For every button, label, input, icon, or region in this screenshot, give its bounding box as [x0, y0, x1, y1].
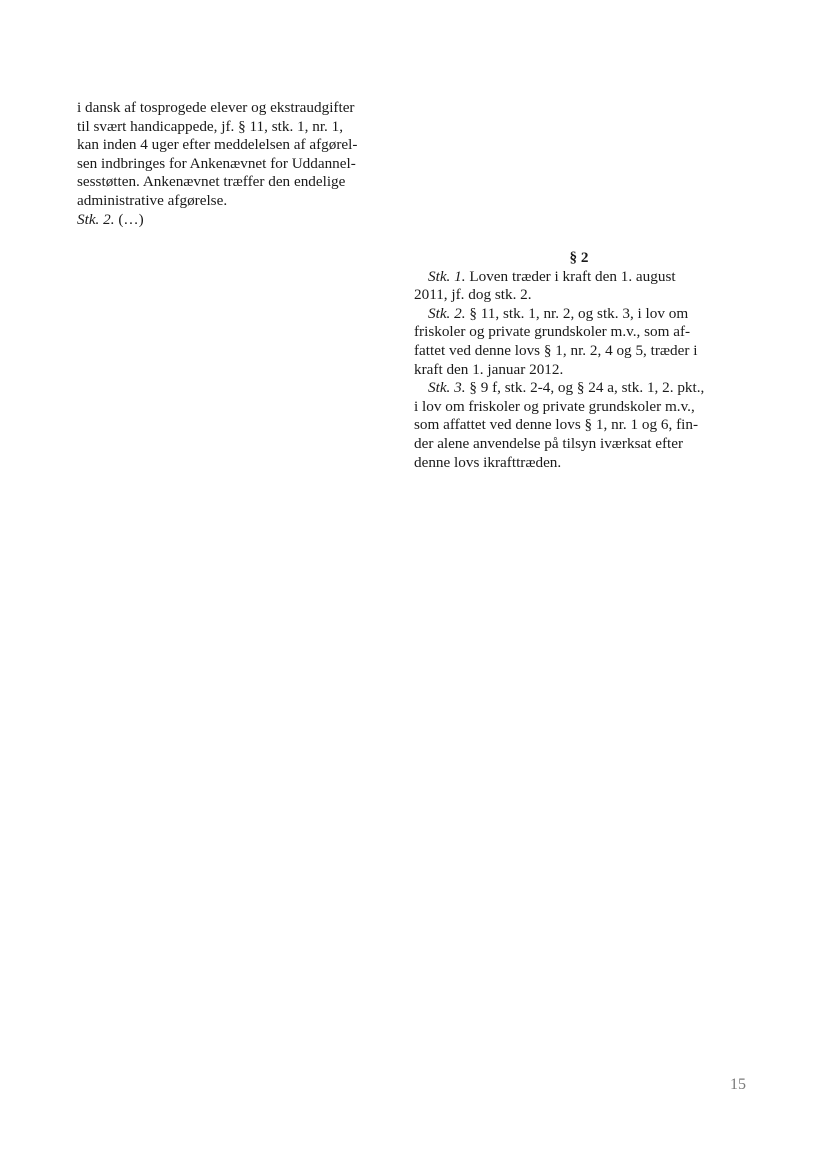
text-line: 2011, jf. dog stk. 2. — [414, 286, 532, 304]
stk-label: Stk. 2. — [77, 210, 115, 228]
text-line: i lov om friskoler og private grundskoler m.v., — [414, 397, 695, 415]
stk-text: § 11, stk. 1, nr. 2, og stk. 3, i lov om — [469, 304, 689, 322]
text-line: sesstøtten. Ankenævnet træffer den endelige — [77, 173, 346, 191]
stk-text: Loven træder i kraft den 1. august — [469, 267, 676, 285]
text-line: i dansk af tosprogede elever og ekstraudgifter — [77, 99, 355, 116]
text-line: kan inden 4 uger efter meddelelsen af afgørel- — [77, 136, 358, 154]
text-line: administrative afgørelse. — [77, 191, 228, 209]
stk1-first-line — [414, 268, 744, 287]
right-column — [414, 249, 744, 472]
text-line: sen indbringes for Ankenævnet for Uddannel- — [77, 154, 356, 172]
stk2-first-line — [414, 305, 744, 324]
stk-text: (…) — [118, 210, 144, 228]
stk3-first-line — [414, 379, 744, 398]
text-line: til svært handicappede, jf. § 11, stk. 1, nr. 1, — [77, 117, 344, 135]
text-line: friskoler og private grundskoler m.v., som af- — [414, 323, 691, 341]
stk-label: Stk. 2. — [428, 304, 466, 322]
text-line: kraft den 1. januar 2012. — [414, 360, 564, 378]
page-number: 15 — [730, 1076, 746, 1093]
stk-label: Stk. 1. — [428, 267, 466, 285]
section-heading: § 2 — [569, 249, 589, 266]
text-line: der alene anvendelse på tilsyn iværksat efter — [414, 434, 684, 452]
text-line: denne lovs ikrafttræden. — [414, 453, 562, 471]
stk2-paragraph — [77, 211, 397, 230]
stk-text: § 9 f, stk. 2-4, og § 24 a, stk. 1, 2. pkt., — [469, 379, 705, 397]
left-column — [77, 99, 397, 229]
text-line: som affattet ved denne lovs § 1, nr. 1 og 6, fin- — [414, 416, 699, 434]
text-line: fattet ved denne lovs § 1, nr. 2, 4 og 5, træder i — [414, 341, 698, 359]
stk-label: Stk. 3. — [428, 379, 466, 397]
